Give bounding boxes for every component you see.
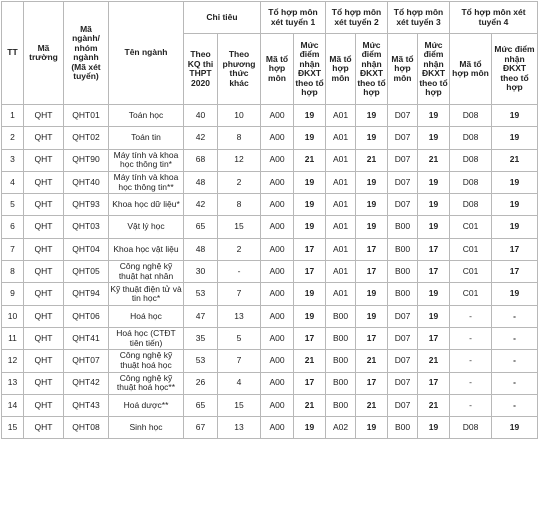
header-combo-3: Tổ hợp môn xét tuyển 3 [388,2,450,34]
cell-combo-1-code: A00 [261,127,294,149]
cell-combo-2-score: 19 [356,105,388,127]
cell-combo-2-score: 19 [356,127,388,149]
cell-major-name: Khoa học dữ liệu* [109,194,184,216]
cell-combo-3-score: 19 [418,171,450,193]
header-tt: TT [2,2,24,105]
cell-combo-4-score: - [492,350,538,372]
cell-combo-1-score: 21 [294,149,326,171]
cell-combo-4-code: C01 [450,283,492,305]
cell-combo-1-score: 17 [294,261,326,283]
cell-tt: 10 [2,305,24,327]
cell-combo-1-score: 19 [294,127,326,149]
cell-combo-3-code: D07 [388,327,418,349]
cell-quota-exam: 42 [184,127,218,149]
cell-combo-1-code: A00 [261,194,294,216]
cell-tt: 15 [2,417,24,439]
cell-combo-4-score: - [492,305,538,327]
cell-combo-1-code: A00 [261,372,294,394]
cell-school-code: QHT [24,127,64,149]
cell-quota-other: 13 [218,417,261,439]
cell-combo-3-code: D07 [388,105,418,127]
cell-major-name: Công nghệ kỹ thuật hoá học [109,350,184,372]
cell-combo-4-score: - [492,394,538,416]
cell-combo-1-score: 19 [294,105,326,127]
header-combo-3-code: Mã tổ hợp môn [388,34,418,105]
table-row [2,417,538,439]
cell-major-name: Hoá dược** [109,394,184,416]
table-row [2,305,538,327]
header-row-top [2,2,538,34]
cell-combo-1-code: A00 [261,105,294,127]
cell-combo-2-code: A01 [326,171,356,193]
cell-quota-other: 7 [218,283,261,305]
cell-quota-other: 2 [218,238,261,260]
cell-school-code: QHT [24,394,64,416]
cell-combo-2-score: 19 [356,417,388,439]
cell-combo-3-score: 19 [418,127,450,149]
cell-combo-4-score: - [492,327,538,349]
cell-combo-4-score: 19 [492,105,538,127]
cell-combo-4-score: 19 [492,216,538,238]
cell-combo-4-code: - [450,394,492,416]
cell-combo-3-score: 17 [418,238,450,260]
cell-school-code: QHT [24,327,64,349]
cell-school-code: QHT [24,305,64,327]
cell-combo-3-score: 21 [418,394,450,416]
cell-combo-3-code: D07 [388,194,418,216]
cell-combo-2-code: A01 [326,105,356,127]
cell-combo-1-code: A00 [261,394,294,416]
cell-major-code: QHT40 [64,171,109,193]
cell-combo-4-score: 21 [492,149,538,171]
cell-combo-1-code: A00 [261,417,294,439]
cell-major-code: QHT01 [64,105,109,127]
cell-combo-4-score: - [492,372,538,394]
table-row [2,127,538,149]
table-row [2,394,538,416]
cell-tt: 12 [2,350,24,372]
cell-combo-1-code: A00 [261,283,294,305]
cell-major-name: Kỹ thuật điện tử và tin học* [109,283,184,305]
cell-combo-3-code: D07 [388,171,418,193]
cell-major-code: QHT02 [64,127,109,149]
cell-combo-3-code: B00 [388,216,418,238]
cell-tt: 1 [2,105,24,127]
cell-combo-2-code: A01 [326,261,356,283]
header-combo-2-code: Mã tổ hợp môn [326,34,356,105]
cell-combo-4-code: - [450,327,492,349]
cell-tt: 7 [2,238,24,260]
table-row [2,327,538,349]
table-row [2,238,538,260]
cell-quota-exam: 26 [184,372,218,394]
cell-combo-3-score: 19 [418,283,450,305]
header-combo-2-score: Mức điểm nhận ĐKXT theo tổ hợp [356,34,388,105]
cell-major-name: Công nghệ kỹ thuật hạt nhân [109,261,184,283]
table-row [2,105,538,127]
cell-quota-other: 8 [218,127,261,149]
cell-quota-exam: 53 [184,283,218,305]
cell-school-code: QHT [24,171,64,193]
cell-combo-2-code: A02 [326,417,356,439]
cell-school-code: QHT [24,417,64,439]
cell-quota-other: - [218,261,261,283]
cell-combo-3-code: B00 [388,417,418,439]
cell-combo-2-code: A01 [326,127,356,149]
cell-combo-1-code: A00 [261,171,294,193]
cell-combo-2-code: B00 [326,327,356,349]
cell-combo-1-score: 17 [294,327,326,349]
cell-major-name: Hoá học [109,305,184,327]
cell-tt: 4 [2,171,24,193]
header-combo-2: Tổ hợp môn xét tuyển 2 [326,2,388,34]
cell-quota-other: 2 [218,171,261,193]
cell-combo-3-score: 19 [418,105,450,127]
cell-quota-exam: 40 [184,105,218,127]
cell-combo-4-code: D08 [450,149,492,171]
cell-tt: 6 [2,216,24,238]
header-combo-1: Tổ hợp môn xét tuyển 1 [261,2,326,34]
cell-combo-3-score: 21 [418,350,450,372]
cell-quota-exam: 65 [184,394,218,416]
header-combo-3-score: Mức điểm nhận ĐKXT theo tổ hợp [418,34,450,105]
table-row [2,171,538,193]
cell-combo-1-score: 19 [294,171,326,193]
cell-combo-4-score: 17 [492,238,538,260]
cell-combo-3-code: B00 [388,238,418,260]
cell-major-code: QHT04 [64,238,109,260]
cell-quota-exam: 48 [184,238,218,260]
cell-combo-4-code: - [450,350,492,372]
cell-major-code: QHT06 [64,305,109,327]
cell-major-code: QHT93 [64,194,109,216]
header-combo-4-score: Mức điểm nhận ĐKXT theo tổ hợp [492,34,538,105]
cell-combo-3-score: 17 [418,327,450,349]
cell-combo-1-code: A00 [261,350,294,372]
header-major-code: Mã ngành/ nhóm ngành (Mã xét tuyển) [64,2,109,105]
cell-combo-2-code: A01 [326,238,356,260]
cell-combo-2-score: 21 [356,149,388,171]
cell-combo-1-score: 17 [294,238,326,260]
cell-quota-exam: 30 [184,261,218,283]
cell-major-code: QHT90 [64,149,109,171]
cell-combo-2-score: 17 [356,372,388,394]
cell-combo-1-score: 19 [294,305,326,327]
header-quota-exam: Theo KQ thi THPT 2020 [184,34,218,105]
cell-major-name: Máy tính và khoa học thông tin** [109,171,184,193]
cell-combo-3-score: 19 [418,417,450,439]
cell-tt: 3 [2,149,24,171]
cell-combo-4-code: - [450,305,492,327]
cell-combo-3-score: 19 [418,216,450,238]
cell-combo-2-score: 19 [356,305,388,327]
cell-school-code: QHT [24,105,64,127]
header-combo-1-score: Mức điểm nhận ĐKXT theo tổ hợp [294,34,326,105]
cell-combo-3-code: D07 [388,394,418,416]
cell-combo-3-score: 17 [418,261,450,283]
cell-quota-exam: 42 [184,194,218,216]
cell-combo-2-score: 19 [356,283,388,305]
cell-combo-3-score: 19 [418,305,450,327]
cell-combo-1-code: A00 [261,216,294,238]
cell-combo-2-code: B00 [326,372,356,394]
cell-combo-3-code: B00 [388,261,418,283]
cell-major-name: Toán tin [109,127,184,149]
cell-combo-2-score: 17 [356,238,388,260]
cell-quota-exam: 67 [184,417,218,439]
cell-combo-4-score: 17 [492,261,538,283]
cell-major-name: Hoá học (CTĐT tiên tiến) [109,327,184,349]
cell-combo-4-code: - [450,372,492,394]
cell-combo-3-code: D07 [388,149,418,171]
cell-quota-exam: 35 [184,327,218,349]
cell-combo-2-code: B00 [326,350,356,372]
cell-combo-4-code: D08 [450,417,492,439]
cell-combo-4-code: C01 [450,261,492,283]
cell-combo-3-code: D07 [388,127,418,149]
cell-combo-2-score: 17 [356,261,388,283]
cell-major-code: QHT43 [64,394,109,416]
cell-combo-4-code: C01 [450,216,492,238]
table-row [2,194,538,216]
cell-combo-2-code: B00 [326,394,356,416]
cell-combo-1-code: A00 [261,327,294,349]
cell-combo-1-score: 19 [294,283,326,305]
cell-combo-1-score: 17 [294,372,326,394]
cell-combo-4-score: 19 [492,417,538,439]
header-quota: Chỉ tiêu [184,2,261,34]
cell-school-code: QHT [24,350,64,372]
cell-combo-4-score: 19 [492,194,538,216]
cell-combo-1-code: A00 [261,149,294,171]
cell-quota-other: 8 [218,194,261,216]
table-row [2,283,538,305]
cell-quota-exam: 47 [184,305,218,327]
cell-quota-exam: 65 [184,216,218,238]
cell-school-code: QHT [24,194,64,216]
cell-combo-2-score: 21 [356,394,388,416]
cell-major-name: Toán học [109,105,184,127]
cell-combo-2-code: A01 [326,216,356,238]
cell-combo-1-code: A00 [261,305,294,327]
cell-combo-1-score: 19 [294,216,326,238]
cell-major-code: QHT42 [64,372,109,394]
cell-major-name: Máy tính và khoa học thông tin* [109,149,184,171]
cell-school-code: QHT [24,216,64,238]
cell-quota-other: 10 [218,105,261,127]
table-body [2,105,538,439]
header-combo-4-code: Mã tổ hợp môn [450,34,492,105]
cell-combo-3-code: D07 [388,305,418,327]
cell-combo-2-score: 19 [356,171,388,193]
cell-combo-1-code: A00 [261,261,294,283]
cell-tt: 14 [2,394,24,416]
cell-combo-2-code: A01 [326,149,356,171]
cell-combo-4-code: D08 [450,127,492,149]
cell-major-code: QHT03 [64,216,109,238]
cell-combo-4-score: 19 [492,127,538,149]
cell-combo-1-score: 21 [294,350,326,372]
table-row [2,149,538,171]
cell-combo-1-score: 19 [294,194,326,216]
cell-quota-other: 7 [218,350,261,372]
cell-combo-4-score: 19 [492,283,538,305]
cell-school-code: QHT [24,261,64,283]
cell-school-code: QHT [24,238,64,260]
cell-quota-other: 13 [218,305,261,327]
cell-major-code: QHT05 [64,261,109,283]
cell-major-name: Vật lý học [109,216,184,238]
table-row [2,350,538,372]
cell-combo-2-code: A01 [326,283,356,305]
cell-major-code: QHT94 [64,283,109,305]
cell-quota-other: 12 [218,149,261,171]
cell-combo-3-code: D07 [388,372,418,394]
header-quota-other: Theo phương thức khác [218,34,261,105]
cell-tt: 8 [2,261,24,283]
cell-combo-3-score: 17 [418,372,450,394]
cell-combo-2-code: A01 [326,194,356,216]
table-row [2,372,538,394]
header-major-name: Tên ngành [109,2,184,105]
cell-quota-exam: 48 [184,171,218,193]
cell-school-code: QHT [24,283,64,305]
cell-combo-4-code: D08 [450,194,492,216]
cell-major-code: QHT41 [64,327,109,349]
cell-combo-3-code: D07 [388,350,418,372]
cell-combo-2-score: 17 [356,327,388,349]
cell-combo-1-score: 19 [294,417,326,439]
cell-school-code: QHT [24,372,64,394]
cell-major-name: Công nghệ kỹ thuật hoá học** [109,372,184,394]
cell-combo-3-code: B00 [388,283,418,305]
cell-combo-1-code: A00 [261,238,294,260]
cell-combo-3-score: 21 [418,149,450,171]
cell-tt: 5 [2,194,24,216]
cell-combo-2-code: B00 [326,305,356,327]
cell-tt: 2 [2,127,24,149]
cell-combo-1-score: 21 [294,394,326,416]
cell-tt: 13 [2,372,24,394]
header-school-code: Mã trường [24,2,64,105]
cell-quota-exam: 53 [184,350,218,372]
cell-school-code: QHT [24,149,64,171]
cell-combo-4-code: D08 [450,171,492,193]
header-combo-4: Tổ hợp môn xét tuyển 4 [450,2,538,34]
cell-quota-other: 15 [218,216,261,238]
cell-tt: 11 [2,327,24,349]
cell-combo-2-score: 19 [356,194,388,216]
cell-tt: 9 [2,283,24,305]
header-combo-1-code: Mã tổ hợp môn [261,34,294,105]
cell-combo-2-score: 21 [356,350,388,372]
cell-combo-4-code: C01 [450,238,492,260]
cell-major-code: QHT07 [64,350,109,372]
cell-combo-3-score: 19 [418,194,450,216]
table-row [2,261,538,283]
cell-quota-other: 15 [218,394,261,416]
cell-major-name: Sinh học [109,417,184,439]
cell-combo-4-code: D08 [450,105,492,127]
cell-quota-exam: 68 [184,149,218,171]
cell-quota-other: 5 [218,327,261,349]
cell-quota-other: 4 [218,372,261,394]
cell-combo-2-score: 19 [356,216,388,238]
cell-major-name: Khoa học vật liệu [109,238,184,260]
table-row [2,216,538,238]
cell-combo-4-score: 19 [492,171,538,193]
cell-major-code: QHT08 [64,417,109,439]
admission-table [1,1,538,439]
